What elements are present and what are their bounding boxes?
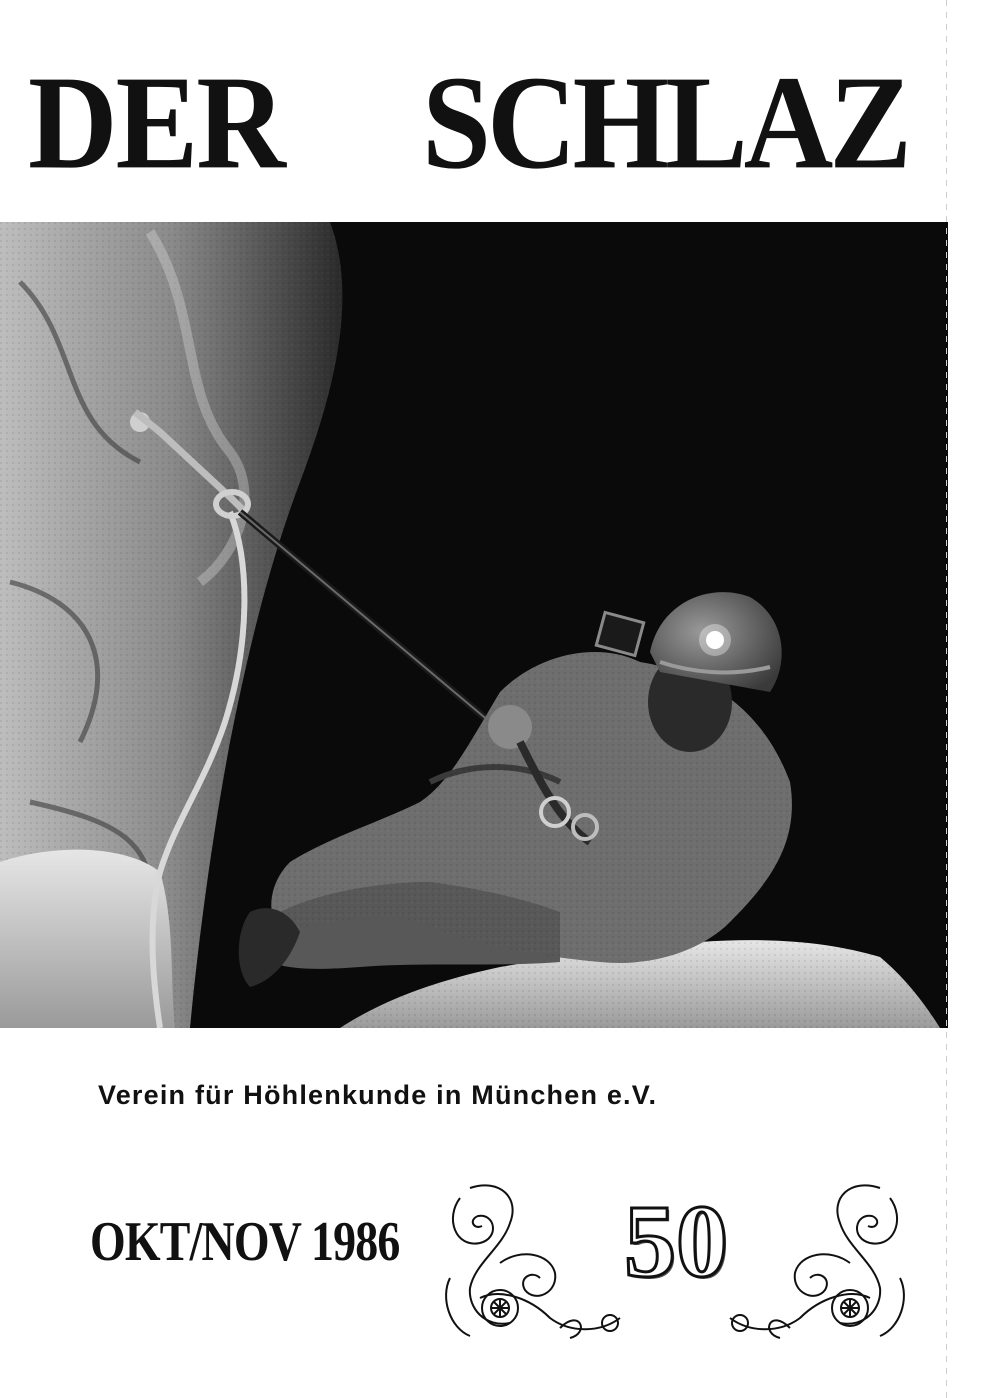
flourish-right-icon — [730, 1185, 904, 1338]
publisher-line: Verein für Höhlenkunde in München e.V. — [98, 1080, 658, 1110]
masthead-word-der: DER — [28, 48, 284, 197]
issue-number: 50 — [624, 1184, 728, 1299]
boulder-left — [0, 850, 175, 1028]
masthead-title — [28, 48, 908, 197]
cover-photo — [0, 222, 948, 1028]
flourish-left-icon — [446, 1185, 620, 1338]
scan-edge-line — [946, 0, 947, 1398]
issue-date: OKT/NOV 1986 — [90, 1211, 400, 1273]
issue-ornament — [440, 1168, 910, 1348]
masthead-word-schlaz: SCHLAZ — [422, 48, 908, 197]
headlamp — [596, 612, 643, 655]
caver — [239, 592, 792, 987]
